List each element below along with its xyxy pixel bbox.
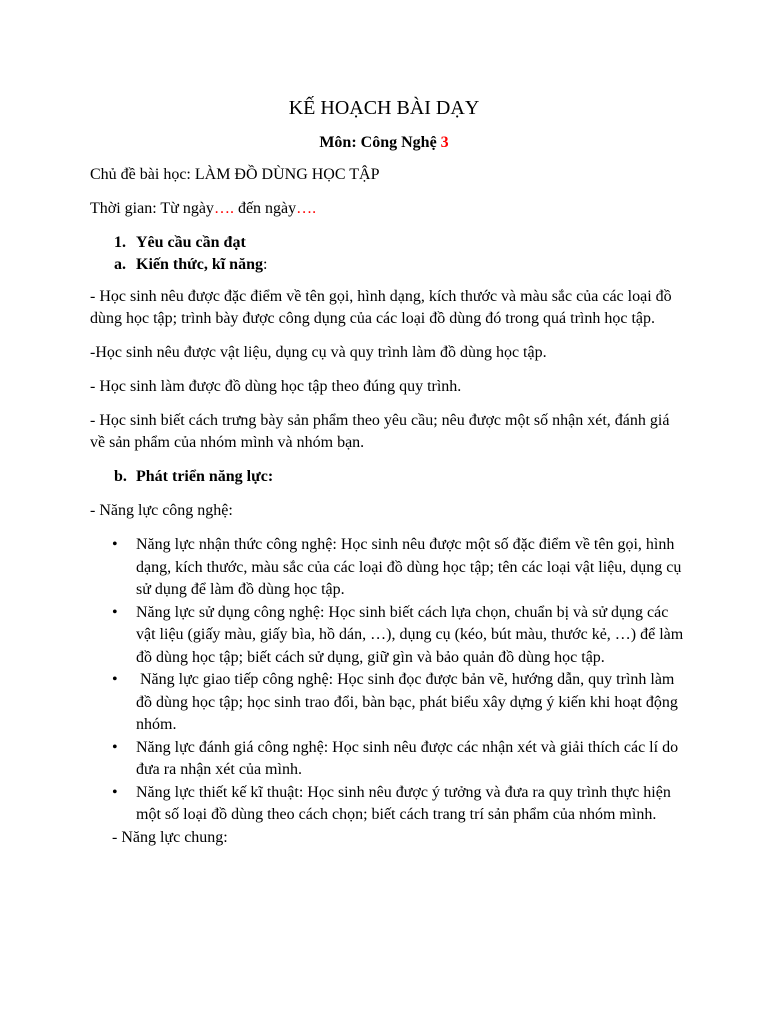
- section-b-title: Phát triển năng lực:: [136, 468, 274, 485]
- section-1-title: Yêu cầu cần đạt: [136, 234, 246, 251]
- bullet-icon: •: [112, 783, 118, 801]
- list-item: • Năng lực sử dụng công nghệ: Học sinh biết cách lựa chọn, chuẩn bị và sử dụng các vật liệu (giấy màu, giấy bìa, hồ dán, …), dụng cụ (kéo, bút màu, thước kẻ, …) để làm đồ dùng học tập; biết cách sử dụng, giữ gìn và bảo quản đồ dùng học tập.: [112, 603, 684, 666]
- document-title: KẾ HOẠCH BÀI DẠY: [288, 97, 480, 119]
- general-competence-label: - Năng lực chung:: [112, 828, 228, 846]
- time-placeholder-start: ….: [213, 200, 234, 217]
- subject-grade: 3: [440, 134, 449, 151]
- section-b-heading: [90, 466, 684, 488]
- bullet-icon: •: [112, 536, 118, 553]
- bullet-icon: •: [112, 671, 118, 688]
- tech-competence-label: - Năng lực công nghệ:: [90, 502, 233, 519]
- section-a-colon: :: [262, 256, 268, 273]
- section-a-letter: a.: [114, 256, 126, 273]
- topic-line: Chủ đề bài học: LÀM ĐỒ DÙNG HỌC TẬP: [90, 166, 380, 183]
- document-body: [90, 164, 684, 849]
- time-prefix: Thời gian: Từ ngày: [90, 200, 214, 217]
- time-placeholder-end: ….: [296, 200, 317, 217]
- competence-list: [90, 534, 684, 827]
- list-item: • Năng lực nhận thức công nghệ: Học sinh nêu được một số đặc điểm về tên gọi, hình dạng, kích thước, màu sắc của các loại đồ dùng học tập; tên các loại vật liệu, dụng cụ sử dụng để làm đồ dùng học tập.: [112, 536, 682, 598]
- paragraph-knowledge-1: - Học sinh nêu được đặc điểm về tên gọi, hình dạng, kích thước và màu sắc của các loại đồ dùng học tập; trình bày được công dụng của các loại đồ dùng đó trong quá trình học tập.: [90, 288, 672, 327]
- paragraph-knowledge-3: - Học sinh làm được đồ dùng học tập theo đúng quy trình.: [90, 378, 462, 395]
- list-item: • Năng lực thiết kế kĩ thuật: Học sinh nêu được ý tưởng và đưa ra quy trình thực hiện một số loại đồ dùng theo cách chọn; biết cách trang trí sản phẩm của nhóm mình.: [112, 783, 671, 823]
- section-1-heading: [90, 232, 684, 254]
- paragraph-knowledge-4: - Học sinh biết cách trưng bày sản phẩm theo yêu cầu; nêu được một số nhận xét, đánh giá về sản phẩm của nhóm mình và nhóm bạn.: [90, 412, 670, 451]
- section-a-heading: [90, 254, 684, 276]
- time-line: [90, 198, 684, 220]
- section-1-number: 1.: [114, 234, 126, 251]
- list-item: • Năng lực giao tiếp công nghệ: Học sinh đọc được bản vẽ, hướng dẫn, quy trình làm đồ dùng học tập; học sinh trao đổi, bàn bạc, phát biểu xây dựng ý kiến khi hoạt động nhóm.: [112, 671, 682, 733]
- subject-label: Môn: Công Nghệ: [319, 134, 441, 151]
- bullet-icon: •: [112, 603, 118, 621]
- subject-line: [0, 132, 768, 154]
- time-middle: đến ngày: [233, 200, 297, 217]
- bullet-icon: •: [112, 738, 118, 756]
- section-a-title: Kiến thức, kĩ năng: [136, 256, 263, 273]
- list-item: • Năng lực đánh giá công nghệ: Học sinh nêu được các nhận xét và giải thích các lí do đưa ra nhận xét của mình.: [112, 738, 679, 778]
- section-b-letter: b.: [114, 468, 127, 485]
- paragraph-knowledge-2: -Học sinh nêu được vật liệu, dụng cụ và quy trình làm đồ dùng học tập.: [90, 344, 547, 361]
